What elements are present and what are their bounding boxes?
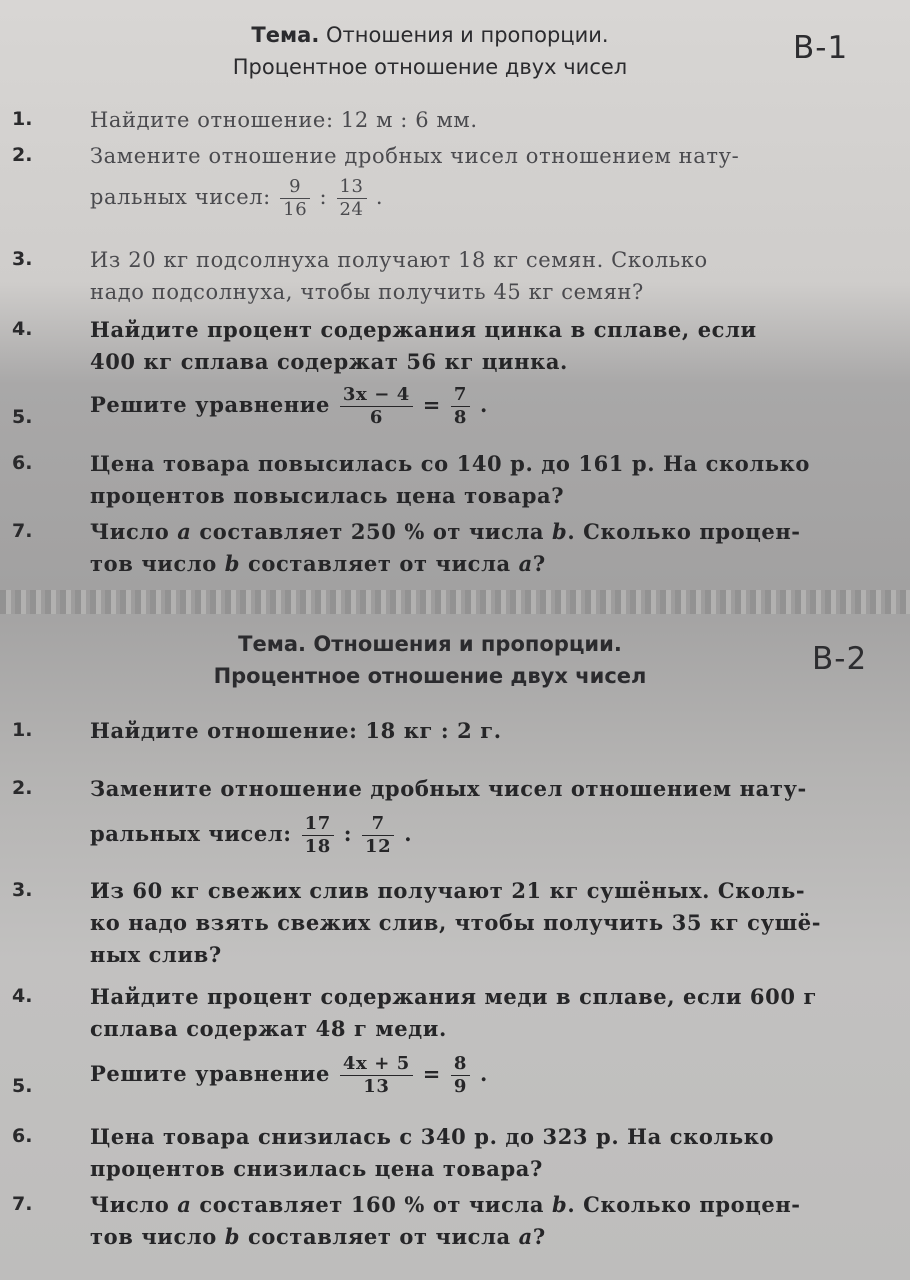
task-number: 1. bbox=[12, 108, 33, 130]
task-line: Цена товара повысилась со 140 р. до 161 р. На сколько bbox=[90, 451, 810, 476]
equation-left-fraction bbox=[340, 1053, 413, 1098]
ratio-sign: : bbox=[319, 185, 328, 209]
denominator: 24 bbox=[339, 199, 364, 220]
task-line: Из 60 кг свежих слив получают 21 кг сушёных. Сколь- bbox=[90, 878, 806, 903]
variable-a: a bbox=[518, 1224, 533, 1249]
topic-label: Тема. bbox=[238, 632, 307, 656]
numerator: 17 bbox=[302, 813, 334, 836]
task-number: 4. bbox=[12, 318, 33, 340]
topic-line-1 bbox=[0, 629, 860, 659]
text-part: составляет 160 % от числа bbox=[199, 1192, 545, 1217]
task-line: Найдите процент содержания меди в сплаве, если 600 г bbox=[90, 984, 817, 1009]
period: . bbox=[479, 1061, 488, 1086]
task-line: процентов снизилась цена товара? bbox=[90, 1156, 543, 1181]
task-line: Замените отношение дробных чисел отношением нату- bbox=[90, 144, 740, 168]
numerator: 13 bbox=[337, 176, 367, 199]
text-part: составляет от числа bbox=[248, 551, 511, 576]
equation-right-fraction bbox=[451, 1053, 470, 1098]
denominator: 16 bbox=[283, 199, 308, 220]
text-part: тов число bbox=[90, 551, 217, 576]
variable-a: a bbox=[177, 1192, 192, 1217]
period: . bbox=[404, 821, 413, 846]
task-line bbox=[90, 176, 890, 221]
equation-left-fraction bbox=[340, 384, 413, 429]
variable-a: a bbox=[518, 551, 533, 576]
numerator: 8 bbox=[451, 1053, 470, 1076]
task-number: 3. bbox=[12, 879, 33, 901]
task-line: ко надо взять свежих слив, чтобы получить 35 кг сушё- bbox=[90, 910, 822, 935]
topic-label: Тема. bbox=[251, 23, 320, 47]
task-text bbox=[90, 314, 890, 378]
variant-label: В-2 bbox=[812, 641, 868, 677]
text-part: тов число bbox=[90, 1224, 217, 1249]
denominator: 13 bbox=[363, 1076, 390, 1097]
task-line bbox=[90, 1189, 890, 1221]
text-part: составляет 250 % от числа bbox=[199, 519, 545, 544]
task-line: надо подсолнуха, чтобы получить 45 кг семян? bbox=[90, 280, 644, 304]
task-line bbox=[90, 516, 890, 548]
task-number: 7. bbox=[12, 520, 33, 542]
task-text bbox=[90, 981, 890, 1045]
topic-line-2: Процентное отношение двух чисел bbox=[213, 664, 647, 688]
task-line: Из 20 кг подсолнуха получают 18 кг семян. Сколько bbox=[90, 248, 708, 272]
period: . bbox=[479, 392, 488, 417]
variable-b: b bbox=[552, 519, 568, 544]
task-line: Найдите процент содержания цинка в сплаве, если bbox=[90, 317, 757, 342]
ratio-sign: : bbox=[343, 821, 353, 846]
task-number: 5. bbox=[12, 1075, 33, 1097]
topic-line-1 bbox=[0, 20, 860, 50]
equals-sign: = bbox=[422, 392, 441, 417]
period: . bbox=[375, 185, 384, 209]
task-text bbox=[90, 384, 890, 429]
text-part: Число bbox=[90, 1192, 170, 1217]
fraction-2 bbox=[337, 176, 367, 221]
task-number: 3. bbox=[12, 248, 33, 270]
task-line: Замените отношение дробных чисел отношением нату- bbox=[90, 776, 807, 801]
task-line: Цена товара снизилась с 340 р. до 323 р. На сколько bbox=[90, 1124, 775, 1149]
variable-b: b bbox=[224, 551, 241, 576]
task-number: 6. bbox=[12, 452, 33, 474]
task-line bbox=[90, 548, 890, 580]
task-line: сплава содержат 48 г меди. bbox=[90, 1016, 447, 1041]
task-number: 4. bbox=[12, 985, 33, 1007]
task-text bbox=[90, 516, 890, 580]
task-number: 2. bbox=[12, 144, 33, 166]
task-line-text: Решите уравнение bbox=[90, 392, 330, 417]
equals-sign: = bbox=[422, 1061, 441, 1086]
numerator: 4x + 5 bbox=[340, 1053, 413, 1076]
task-line-text: ральных чисел: bbox=[90, 185, 271, 209]
fraction-1 bbox=[302, 813, 334, 858]
task-line-text: Решите уравнение bbox=[90, 1061, 330, 1086]
equation-right-fraction bbox=[451, 384, 470, 429]
fraction-2 bbox=[362, 813, 394, 858]
fraction-1 bbox=[280, 176, 310, 221]
task-number: 2. bbox=[12, 777, 33, 799]
task-text bbox=[90, 1189, 890, 1253]
task-number: 1. bbox=[12, 719, 33, 741]
variable-b: b bbox=[552, 1192, 568, 1217]
task-text: Найдите отношение: 18 кг : 2 г. bbox=[90, 718, 502, 743]
variable-a: a bbox=[177, 519, 192, 544]
task-line: ных слив? bbox=[90, 942, 222, 967]
numerator: 7 bbox=[362, 813, 394, 836]
variable-b: b bbox=[224, 1224, 241, 1249]
task-number: 7. bbox=[12, 1193, 33, 1215]
text-part: . Сколько процен- bbox=[567, 1192, 801, 1217]
text-part: составляет от числа bbox=[248, 1224, 511, 1249]
denominator: 8 bbox=[453, 407, 468, 428]
task-line: 400 кг сплава содержат 56 кг цинка. bbox=[90, 349, 568, 374]
task-line bbox=[90, 1221, 890, 1253]
task-number: 5. bbox=[12, 406, 33, 428]
task-line bbox=[90, 813, 890, 858]
text-part: Число bbox=[90, 519, 170, 544]
variant-label: В-1 bbox=[793, 30, 849, 66]
denominator: 12 bbox=[365, 836, 392, 857]
task-line: процентов повысилась цена товара? bbox=[90, 483, 565, 508]
task-text bbox=[90, 875, 890, 971]
task-number: 6. bbox=[12, 1125, 33, 1147]
denominator: 6 bbox=[369, 407, 383, 428]
topic-line-2: Процентное отношение двух чисел bbox=[232, 55, 628, 79]
task-text: Найдите отношение: 12 м : 6 мм. bbox=[90, 108, 478, 132]
numerator: 3x − 4 bbox=[340, 384, 413, 407]
text-part: . Сколько процен- bbox=[567, 519, 801, 544]
task-text bbox=[90, 1121, 890, 1185]
text-part: ? bbox=[532, 551, 546, 576]
task-line-text: ральных чисел: bbox=[90, 821, 292, 846]
task-text bbox=[90, 244, 890, 308]
topic-title: Отношения и пропорции. bbox=[326, 23, 609, 47]
topic-title: Отношения и пропорции. bbox=[313, 632, 622, 656]
numerator: 7 bbox=[451, 384, 470, 407]
numerator: 9 bbox=[280, 176, 310, 199]
text-part: ? bbox=[532, 1224, 546, 1249]
denominator: 9 bbox=[453, 1076, 468, 1097]
task-text bbox=[90, 140, 890, 221]
task-text bbox=[90, 1053, 890, 1098]
page-fold-divider bbox=[0, 590, 910, 614]
task-text bbox=[90, 773, 890, 858]
denominator: 18 bbox=[304, 836, 331, 857]
task-text bbox=[90, 448, 890, 512]
